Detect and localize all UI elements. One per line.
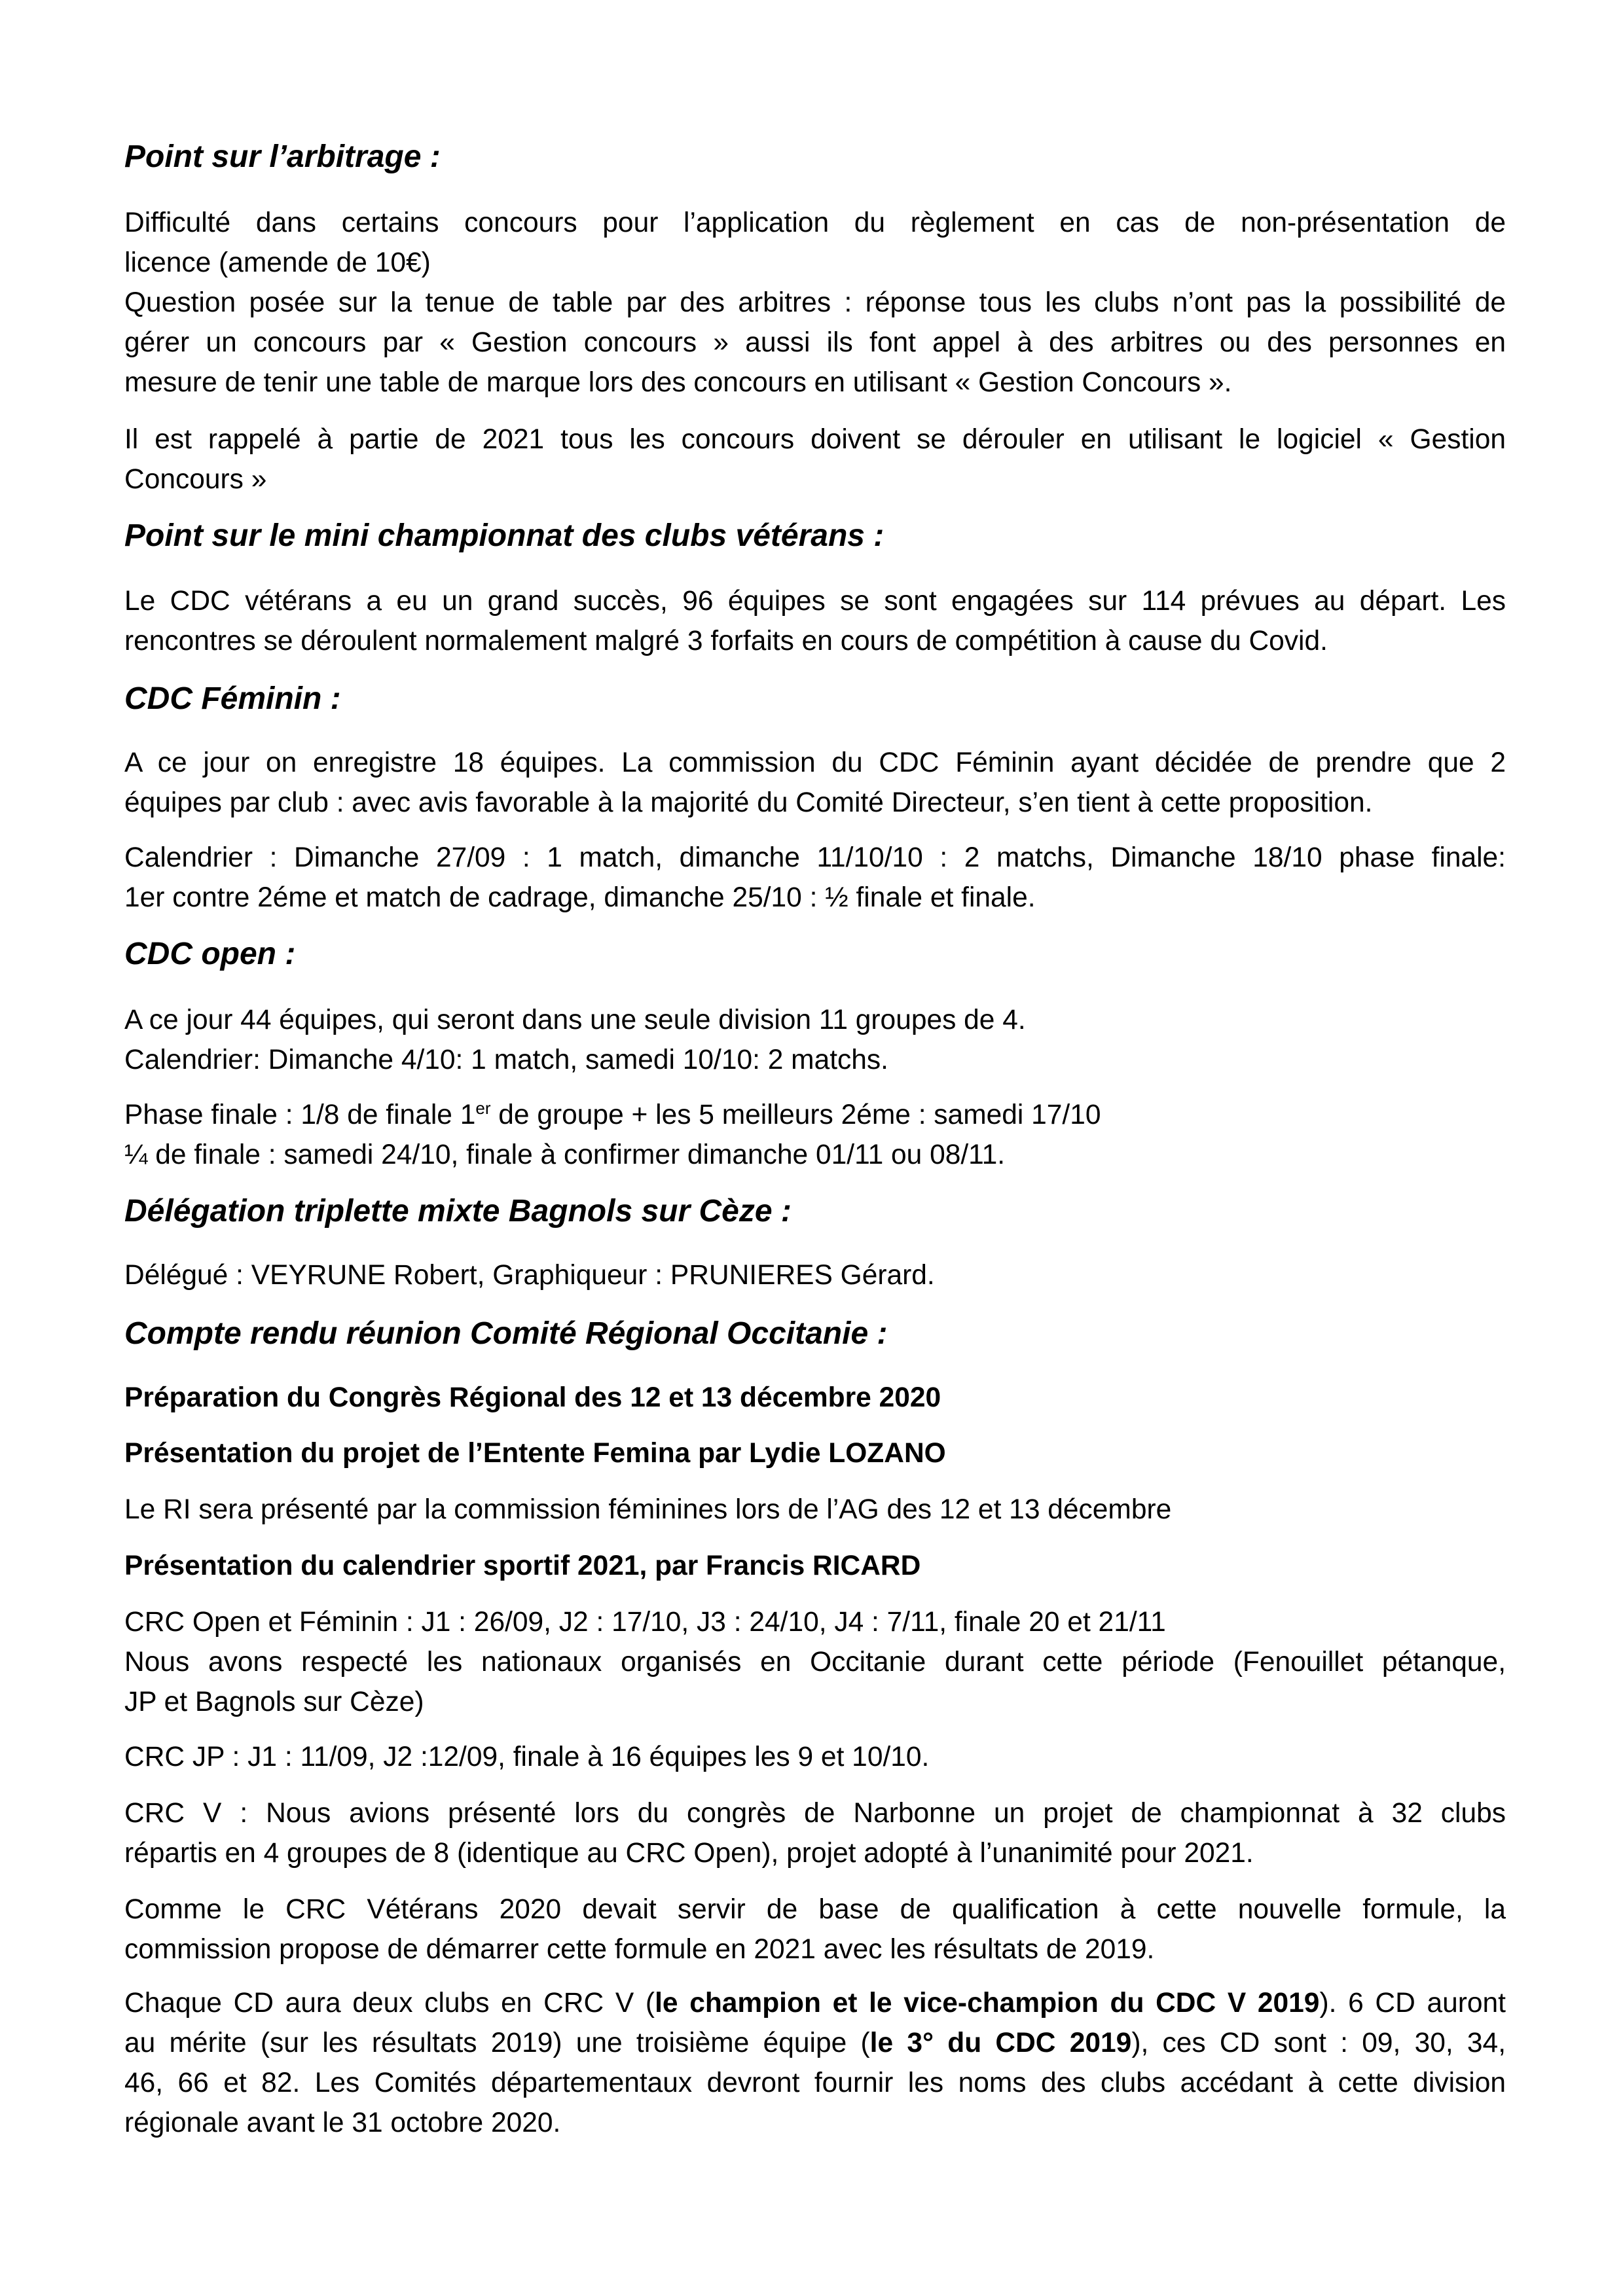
subheading-entente-femina: Présentation du projet de l’Entente Femina par Lydie LOZANO	[124, 1438, 946, 1469]
paragraph-arbitrage: Difficulté dans certains concours pour l’application du règlement en cas de non-présentation de licence (amende de 10€) Question posée sur la tenue de table par des arbitres : réponse tous les clubs n’ont pas la possibilité de gérer un concours par « Gestion concours » aussi ils font appel à des arbitres ou des personnes en mesure de tenir une table de marque lors des concours en utilisant « Gestion Concours ».	[124, 207, 1506, 398]
paragraph-open-finals: Phase finale : 1/8 de finale 1er de groupe + les 5 meilleurs 2éme : samedi 17/10 ¼ de finale : samedi 24/10, finale à confirmer dimanche 01/11 ou 08/11.	[124, 1098, 1101, 1170]
heading-delegation: Délégation triplette mixte Bagnols sur Cèze :	[124, 1194, 792, 1229]
heading-veterans: Point sur le mini championnat des clubs vétérans :	[124, 518, 884, 553]
heading-cdc-open: CDC open :	[124, 937, 296, 971]
paragraph-gestion-concours: Il est rappelé à partie de 2021 tous les concours doivent se dérouler en utilisant le logiciel « Gestion Concours »	[124, 424, 1506, 495]
heading-occitanie: Compte rendu réunion Comité Régional Occitanie :	[124, 1316, 888, 1351]
paragraph-crc-veterans-2020: Comme le CRC Vétérans 2020 devait servir de base de qualification à cette nouvelle formule, la commission propose de démarrer cette formule en 2021 avec les résultats de 2019.	[124, 1894, 1506, 1965]
paragraph-feminin-teams: A ce jour on enregistre 18 équipes. La commission du CDC Féminin ayant décidée de prendre que 2 équipes par club : avec avis favorable à la majorité du Comité Directeur, s’en tient à cette proposition.	[124, 747, 1506, 818]
heading-arbitrage: Point sur l’arbitrage :	[124, 139, 441, 174]
paragraph-crc-jp: CRC JP : J1 : 11/09, J2 :12/09, finale à 16 équipes les 9 et 10/10.	[124, 1742, 930, 1772]
paragraph-feminin-calendar: Calendrier : Dimanche 27/09 : 1 match, dimanche 11/10/10 : 2 matchs, Dimanche 18/10 phase finale: 1er contre 2éme et match de cadrage, dimanche 25/10 : ½ finale et finale.	[124, 842, 1506, 913]
paragraph-ri: Le RI sera présenté par la commission féminines lors de l’AG des 12 et 13 décembre	[124, 1494, 1172, 1525]
paragraph-open-teams: A ce jour 44 équipes, qui seront dans une seule division 11 groupes de 4. Calendrier: Dimanche 4/10: 1 match, samedi 10/10: 2 matchs.	[124, 1005, 1026, 1075]
paragraph-delegation: Délégué : VEYRUNE Robert, Graphiqueur : PRUNIERES Gérard.	[124, 1260, 935, 1291]
paragraph-crc-open: CRC Open et Féminin : J1 : 26/09, J2 : 17/10, J3 : 24/10, J4 : 7/11, finale 20 et 21/11 Nous avons respecté les nationaux organisés en Occitanie durant cette période (Fenouillet pétanque, JP et Bagnols sur Cèze)	[124, 1607, 1506, 1717]
subheading-calendrier-2021: Présentation du calendrier sportif 2021, par Francis RICARD	[124, 1551, 921, 1581]
paragraph-crc-v: CRC V : Nous avions présenté lors du congrès de Narbonne un projet de championnat à 32 clubs répartis en 4 groupes de 8 (identique au CRC Open), projet adopté à l’unanimité pour 2021.	[124, 1798, 1506, 1869]
paragraph-cd-clubs: Chaque CD aura deux clubs en CRC V (le champion et le vice-champion du CDC V 2019). 6 CD auront au mérite (sur les résultats 2019) une troisième équipe (le 3° du CDC 2019), ces CD sont : 09, 30, 34, 46, 66 et 82. Les Comités départementaux devront fournir les noms des clubs accédant à cette division régionale avant le 31 octobre 2020.	[124, 1988, 1506, 2138]
paragraph-veterans: Le CDC vétérans a eu un grand succès, 96 équipes se sont engagées sur 114 prévues au départ. Les rencontres se déroulent normalement malgré 3 forfaits en cours de compétition à cause du Covid.	[124, 586, 1506, 656]
heading-cdc-feminin: CDC Féminin :	[124, 681, 341, 716]
subheading-congres: Préparation du Congrès Régional des 12 et 13 décembre 2020	[124, 1382, 941, 1413]
